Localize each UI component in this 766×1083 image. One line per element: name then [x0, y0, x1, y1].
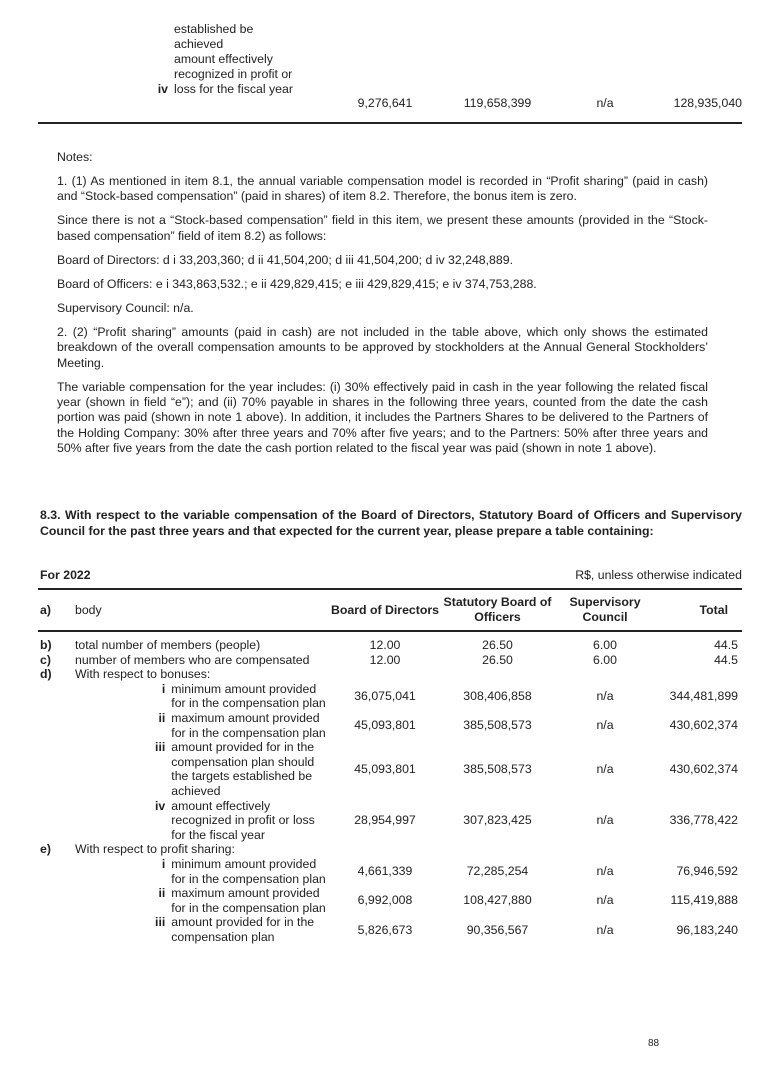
value-total: 44.5	[714, 638, 738, 652]
table-row	[38, 653, 742, 668]
header-directors: Board of Directors	[331, 602, 439, 617]
table-row	[38, 711, 742, 740]
value-total: 96,183,240	[676, 922, 738, 937]
label-line: recognized in profit or	[174, 67, 293, 81]
header-council: Supervisory Council	[569, 595, 641, 624]
value-council: n/a	[596, 893, 614, 908]
row-label: total number of members (people)	[75, 638, 261, 652]
note-paragraph: Board of Officers: e i 343,863,532.; e ii 429,829,415; e iii 429,829,415; e iv 374,753,288.	[57, 276, 537, 291]
value-directors: 6,992,008	[357, 893, 413, 908]
row-numeral: iii	[155, 915, 166, 930]
value-directors: 28,954,997	[354, 813, 416, 828]
letter-cell	[38, 886, 75, 915]
year-label: For 2022	[40, 568, 91, 582]
value-officers: 72,285,254	[466, 864, 529, 879]
letter-cell	[38, 857, 75, 886]
row-letter: d)	[40, 667, 52, 682]
value-total: 430,602,374	[669, 718, 738, 733]
note-paragraph: Board of Directors: d i 33,203,360; d ii 41,504,200; d iii 41,504,200; d iv 32,248,889.	[57, 252, 513, 267]
row-label: amount provided for in the compensation plan	[171, 915, 315, 944]
table-row	[38, 740, 742, 798]
value-officers: 108,427,880	[463, 893, 532, 908]
value-directors: 45,093,801	[354, 718, 416, 733]
value-total: 336,778,422	[669, 813, 738, 828]
value-council: n/a	[596, 762, 614, 777]
label-cell	[75, 711, 330, 740]
row-label: With respect to profit sharing:	[75, 842, 235, 857]
header-total: Total	[699, 602, 728, 617]
value-total: 44.5	[714, 652, 738, 667]
value-council: 6.00	[593, 652, 617, 667]
label-cell	[75, 857, 330, 886]
row-label: With respect to bonuses:	[75, 667, 211, 682]
row-label: maximum amount provided for in the compensation plan	[171, 710, 326, 740]
letter-cell	[38, 682, 75, 711]
row-numeral: iii	[155, 740, 166, 755]
label-line: loss for the fiscal year	[174, 82, 293, 96]
value-directors: 5,826,673	[357, 922, 413, 937]
value-directors: 9,276,641	[357, 96, 413, 110]
value-council: n/a	[596, 813, 614, 828]
letter-cell	[38, 915, 75, 944]
note-paragraph: The variable compensation for the year includes: (i) 30% effectively paid in cash in the year following the related fiscal year (shown in field “e”); and (ii) 70% payable in shares in the following three years, counted from the date the cash portion was paid (shown in note 1 above). In addition, it includes the Partners Shares to be delivered to the Partners of the Holding Company: 30% after three years and 70% after five years; and to the Partners: 50% after three years and 50% after five years from the date the cash portion related to the fiscal year was paid (shown in note 1 above).	[57, 379, 708, 456]
row-numeral: i	[161, 856, 166, 871]
value-total: 76,946,592	[676, 864, 738, 879]
table-row	[38, 915, 742, 944]
letter-cell	[38, 711, 75, 740]
value-directors: 36,075,041	[354, 689, 416, 704]
value-directors: 12.00	[369, 652, 401, 667]
value-directors: 45,093,801	[354, 762, 416, 777]
header-officers: Statutory Board of Officers	[443, 595, 552, 624]
value-council: n/a	[596, 689, 614, 704]
table-row	[38, 842, 742, 857]
row-label: number of members who are compensated	[75, 652, 310, 667]
note-paragraph: Supervisory Council: n/a.	[57, 300, 194, 315]
table-header	[38, 589, 742, 631]
label-cell	[75, 682, 330, 711]
value-officers: 26.50	[482, 638, 513, 652]
page-number: 88	[648, 1038, 660, 1049]
value-council: n/a	[596, 96, 614, 110]
value-council: n/a	[596, 922, 614, 937]
label-line: amount effectively	[174, 52, 273, 66]
note-paragraph: 2. (2) “Profit sharing” amounts (paid in cash) are not included in the table above, which only shows the estimated breakdown of the overall compensation amounts to be approved by stockholders at the Annual General Stockholders’ Meeting.	[57, 324, 708, 370]
row-numeral: iv	[155, 798, 166, 813]
value-officers: 385,508,573	[463, 718, 532, 733]
notes-title: Notes:	[57, 150, 93, 164]
carryover-row	[38, 22, 742, 124]
label-cell	[75, 799, 330, 843]
value-council: n/a	[596, 718, 614, 733]
value-directors: 4,661,339	[357, 864, 413, 879]
row-letter: e)	[40, 842, 51, 857]
row-label: amount provided for in the compensation plan should the targets established be achieved	[171, 740, 315, 798]
value-council: n/a	[596, 864, 614, 879]
value-total: 128,935,040	[673, 96, 742, 110]
header-letter: a)	[40, 602, 51, 617]
row-label: maximum amount provided for in the compensation plan	[171, 886, 326, 915]
value-officers: 307,823,425	[463, 813, 532, 828]
value-officers: 26.50	[482, 652, 513, 667]
unit-note: R$, unless otherwise indicated	[575, 568, 742, 582]
value-total: 115,419,888	[670, 893, 738, 908]
section-heading: 8.3. With respect to the variable compensation of the Board of Directors, Statutory Board of Officers and Supervisory Council for the past three years and that expected for the current year, please prepare a table containing:	[40, 508, 742, 538]
label-line: established be	[174, 22, 254, 36]
label-cell	[75, 740, 330, 798]
value-council: 6.00	[593, 638, 617, 652]
value-officers: 119,658,399	[463, 96, 532, 110]
row-numeral: iv	[157, 82, 168, 96]
value-directors: 12.00	[369, 638, 401, 652]
variable-compensation-table	[38, 588, 742, 944]
value-officers: 308,406,858	[463, 689, 532, 704]
table-row	[38, 799, 742, 843]
row-numeral: ii	[158, 710, 166, 725]
letter-cell	[38, 740, 75, 798]
letter-cell	[38, 799, 75, 843]
table-row	[38, 886, 742, 915]
value-officers: 385,508,573	[463, 762, 532, 777]
label-line: achieved	[174, 37, 224, 51]
note-paragraph: Since there is not a “Stock-based compensation” field in this item, we present these amounts (provided in the “Stock-based compensation” field of item 8.2) as follows:	[57, 213, 708, 243]
header-label: body	[75, 602, 102, 617]
note-paragraph: 1. (1) As mentioned in item 8.1, the annual variable compensation model is recorded in “Profit sharing” (paid in cash) and “Stock-based compensation” (paid in shares) of item 8.2. Therefore, the bonus item is zero.	[57, 174, 708, 204]
table-row	[38, 682, 742, 711]
table-row	[38, 667, 742, 682]
row-letter: b)	[40, 638, 52, 652]
table-row	[38, 631, 742, 653]
table-row	[38, 857, 742, 886]
label-cell	[75, 886, 330, 915]
carryover-label	[174, 22, 334, 97]
row-numeral: i	[161, 681, 166, 696]
notes-section	[57, 150, 708, 465]
row-numeral: ii	[158, 886, 166, 901]
label-cell	[75, 915, 330, 944]
value-officers: 90,356,567	[466, 922, 529, 937]
value-total: 430,602,374	[669, 762, 738, 777]
row-label: amount effectively recognized in profit or loss for the fiscal year	[171, 798, 315, 842]
row-label: minimum amount provided for in the compensation plan	[171, 681, 326, 711]
row-letter: c)	[40, 652, 51, 667]
row-label: minimum amount provided for in the compensation plan	[171, 856, 326, 886]
value-total: 344,481,899	[669, 689, 738, 704]
